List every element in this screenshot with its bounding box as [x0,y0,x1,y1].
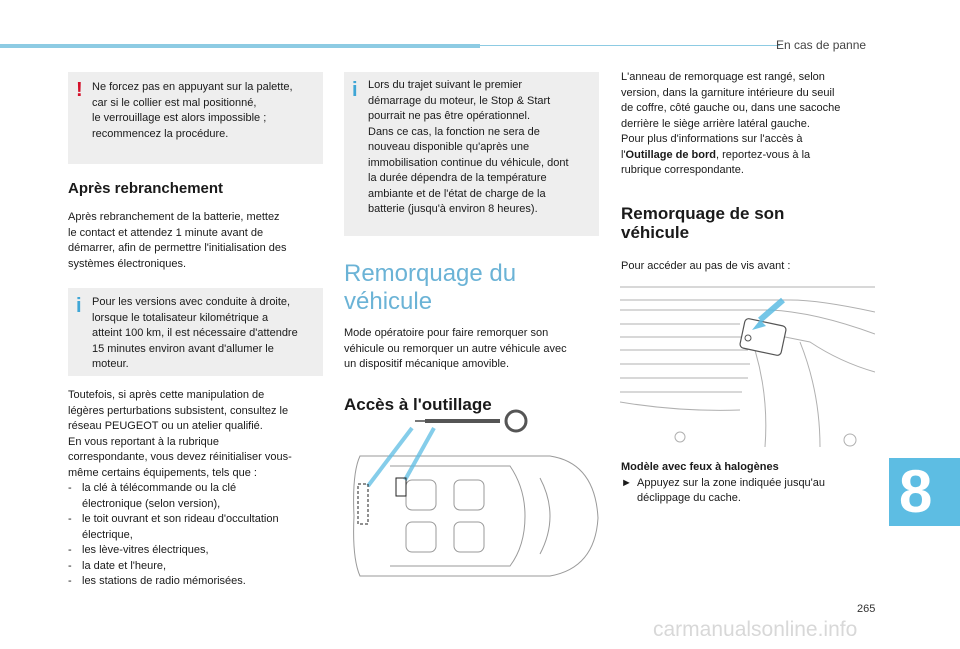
column-3-bottom [621,460,879,507]
text-line: correspondante, vous devez réinitialiser vous- [68,451,292,463]
info-icon: i [352,79,358,101]
front-bumper-illustration [620,282,875,452]
text-line: réseau PEUGEOT ou un atelier qualifié. [68,420,263,432]
info-line: Lors du trajet suivant le premier [368,79,523,91]
text-line: Mode opératoire pour faire remorquer son [344,327,549,339]
page-number: 265 [857,603,876,615]
text-line: Pour plus d'informations sur l'accès à [621,133,803,145]
text-line: rubrique correspondante. [621,164,744,176]
info-line: 15 minutes environ avant d'allumer le [92,342,274,355]
instruction-item [621,476,879,507]
header-line [480,45,780,46]
info-line: Pour les versions avec conduite à droite, [92,296,291,308]
info-line: moteur. [92,358,129,370]
header-bar [0,44,480,48]
text-line: la clé à télécommande ou la clé [82,482,237,494]
text-line: Toutefois, si après cette manipulation de [68,389,265,401]
text-line: la date et l'heure, [82,559,167,572]
para-ring [621,70,879,179]
text-line: version, dans la garniture intérieure du seuil [621,86,835,99]
info-icon: i [76,295,82,317]
heading-own-vehicle [621,204,879,242]
info-line: démarrage du moteur, le Stop & Start [368,94,551,107]
info-line: ambiante et de l'état de charge de la [368,187,546,200]
warning-line: le verrouillage est alors impossible ; [92,112,267,124]
heading-tools: Accès à l'outillage [344,394,492,414]
warning-line: car si le collier est mal positionné, [92,96,257,109]
dash: - [68,544,72,556]
dash: - [68,513,72,525]
text-line: électrique, [82,528,133,541]
info-line: pourrait ne pas être opérationnel. [368,110,531,122]
car-tools-illustration [350,408,600,583]
warning-line: recommencez la procédure. [92,127,229,140]
warning-line: Ne forcez pas en appuyant sur la palette, [92,81,293,93]
dash: - [68,482,72,494]
text-line: Appuyez sur la zone indiquée jusqu'au [637,476,826,489]
text-span: l' [621,148,626,161]
para-towing [344,326,599,373]
chapter-tab [889,458,960,526]
info-line: Dans ce cas, la fonction ne sera de [368,125,540,138]
warning-icon: ! [76,79,83,101]
column-1 [68,72,323,590]
text-line: En vous reportant à la rubrique [68,435,220,448]
text-line: les lève-vitres électriques, [82,544,209,556]
section-title: En cas de panne [776,38,867,52]
chapter-number: 8 [899,458,933,525]
text-line: le toit ouvrant et son rideau d'occultation [82,513,279,525]
text-span: , reportez-vous à la [716,148,811,161]
info-line: la durée dépendra de la température [368,172,547,184]
text-line: électronique (selon version), [82,497,221,510]
heading-line: Remorquage de son [621,203,785,223]
watermark: carmanualsonline.info [653,618,858,641]
info-line: nouveau disponible qu'après une [368,141,530,153]
list-item [68,481,323,512]
info-line: lorsque le totalisateur kilométrique a [92,311,269,324]
para-reconnect [68,210,323,272]
heading-line: véhicule [621,222,690,242]
text-line: Après rebranchement de la batterie, mettez [68,211,280,223]
para-front: Pour accéder au pas de vis avant : [621,259,791,272]
warning-box [68,72,323,164]
text-line: même certains équipements, tels que : [68,466,257,479]
model-label: Modèle avec feux à halogènes [621,461,779,473]
dash: - [68,559,72,572]
text-line: L'anneau de remorquage est rangé, selon [621,71,825,83]
text-line: un dispositif mécanique amovible. [344,358,510,370]
text-line: derrière le siège arrière latéral gauche. [621,117,810,130]
text-line: les stations de radio mémorisées. [82,575,246,587]
text-line: véhicule ou remorquer un autre véhicule avec [344,342,567,355]
list-item [68,574,323,590]
text-line: le contact et attendez 1 minute avant de [68,226,264,239]
list-item [68,559,323,575]
text-line: démarrer, afin de permettre l'initialisation des [68,242,287,254]
column-2 [344,72,599,414]
dash: - [68,575,72,587]
info-line: batterie (jusqu'à environ 8 heures). [368,203,538,215]
text-line: légères perturbations subsistent, consultez le [68,404,289,417]
heading-reconnect: Après rebranchement [68,180,224,197]
info-box-1 [68,288,323,376]
info-line: immobilisation continue du véhicule, dont [368,156,569,169]
bullet-icon: ► [621,476,632,489]
list-item [68,543,323,559]
onboard-tools-link-text: Outillage de bord [625,148,716,161]
list-item [68,512,323,543]
para-after [68,388,323,481]
column-3 [621,70,879,274]
text-line: systèmes électroniques. [68,257,186,270]
info-box-2 [344,72,599,236]
text-line: déclippage du cache. [637,492,741,504]
text-line [621,148,879,164]
reset-list [68,481,323,590]
info-line: atteint 100 km, il est nécessaire d'attendre [92,327,298,339]
text-line: de coffre, côté gauche ou, dans une sacoche [621,102,841,114]
title-towing: Remorquage du véhicule [344,260,517,315]
